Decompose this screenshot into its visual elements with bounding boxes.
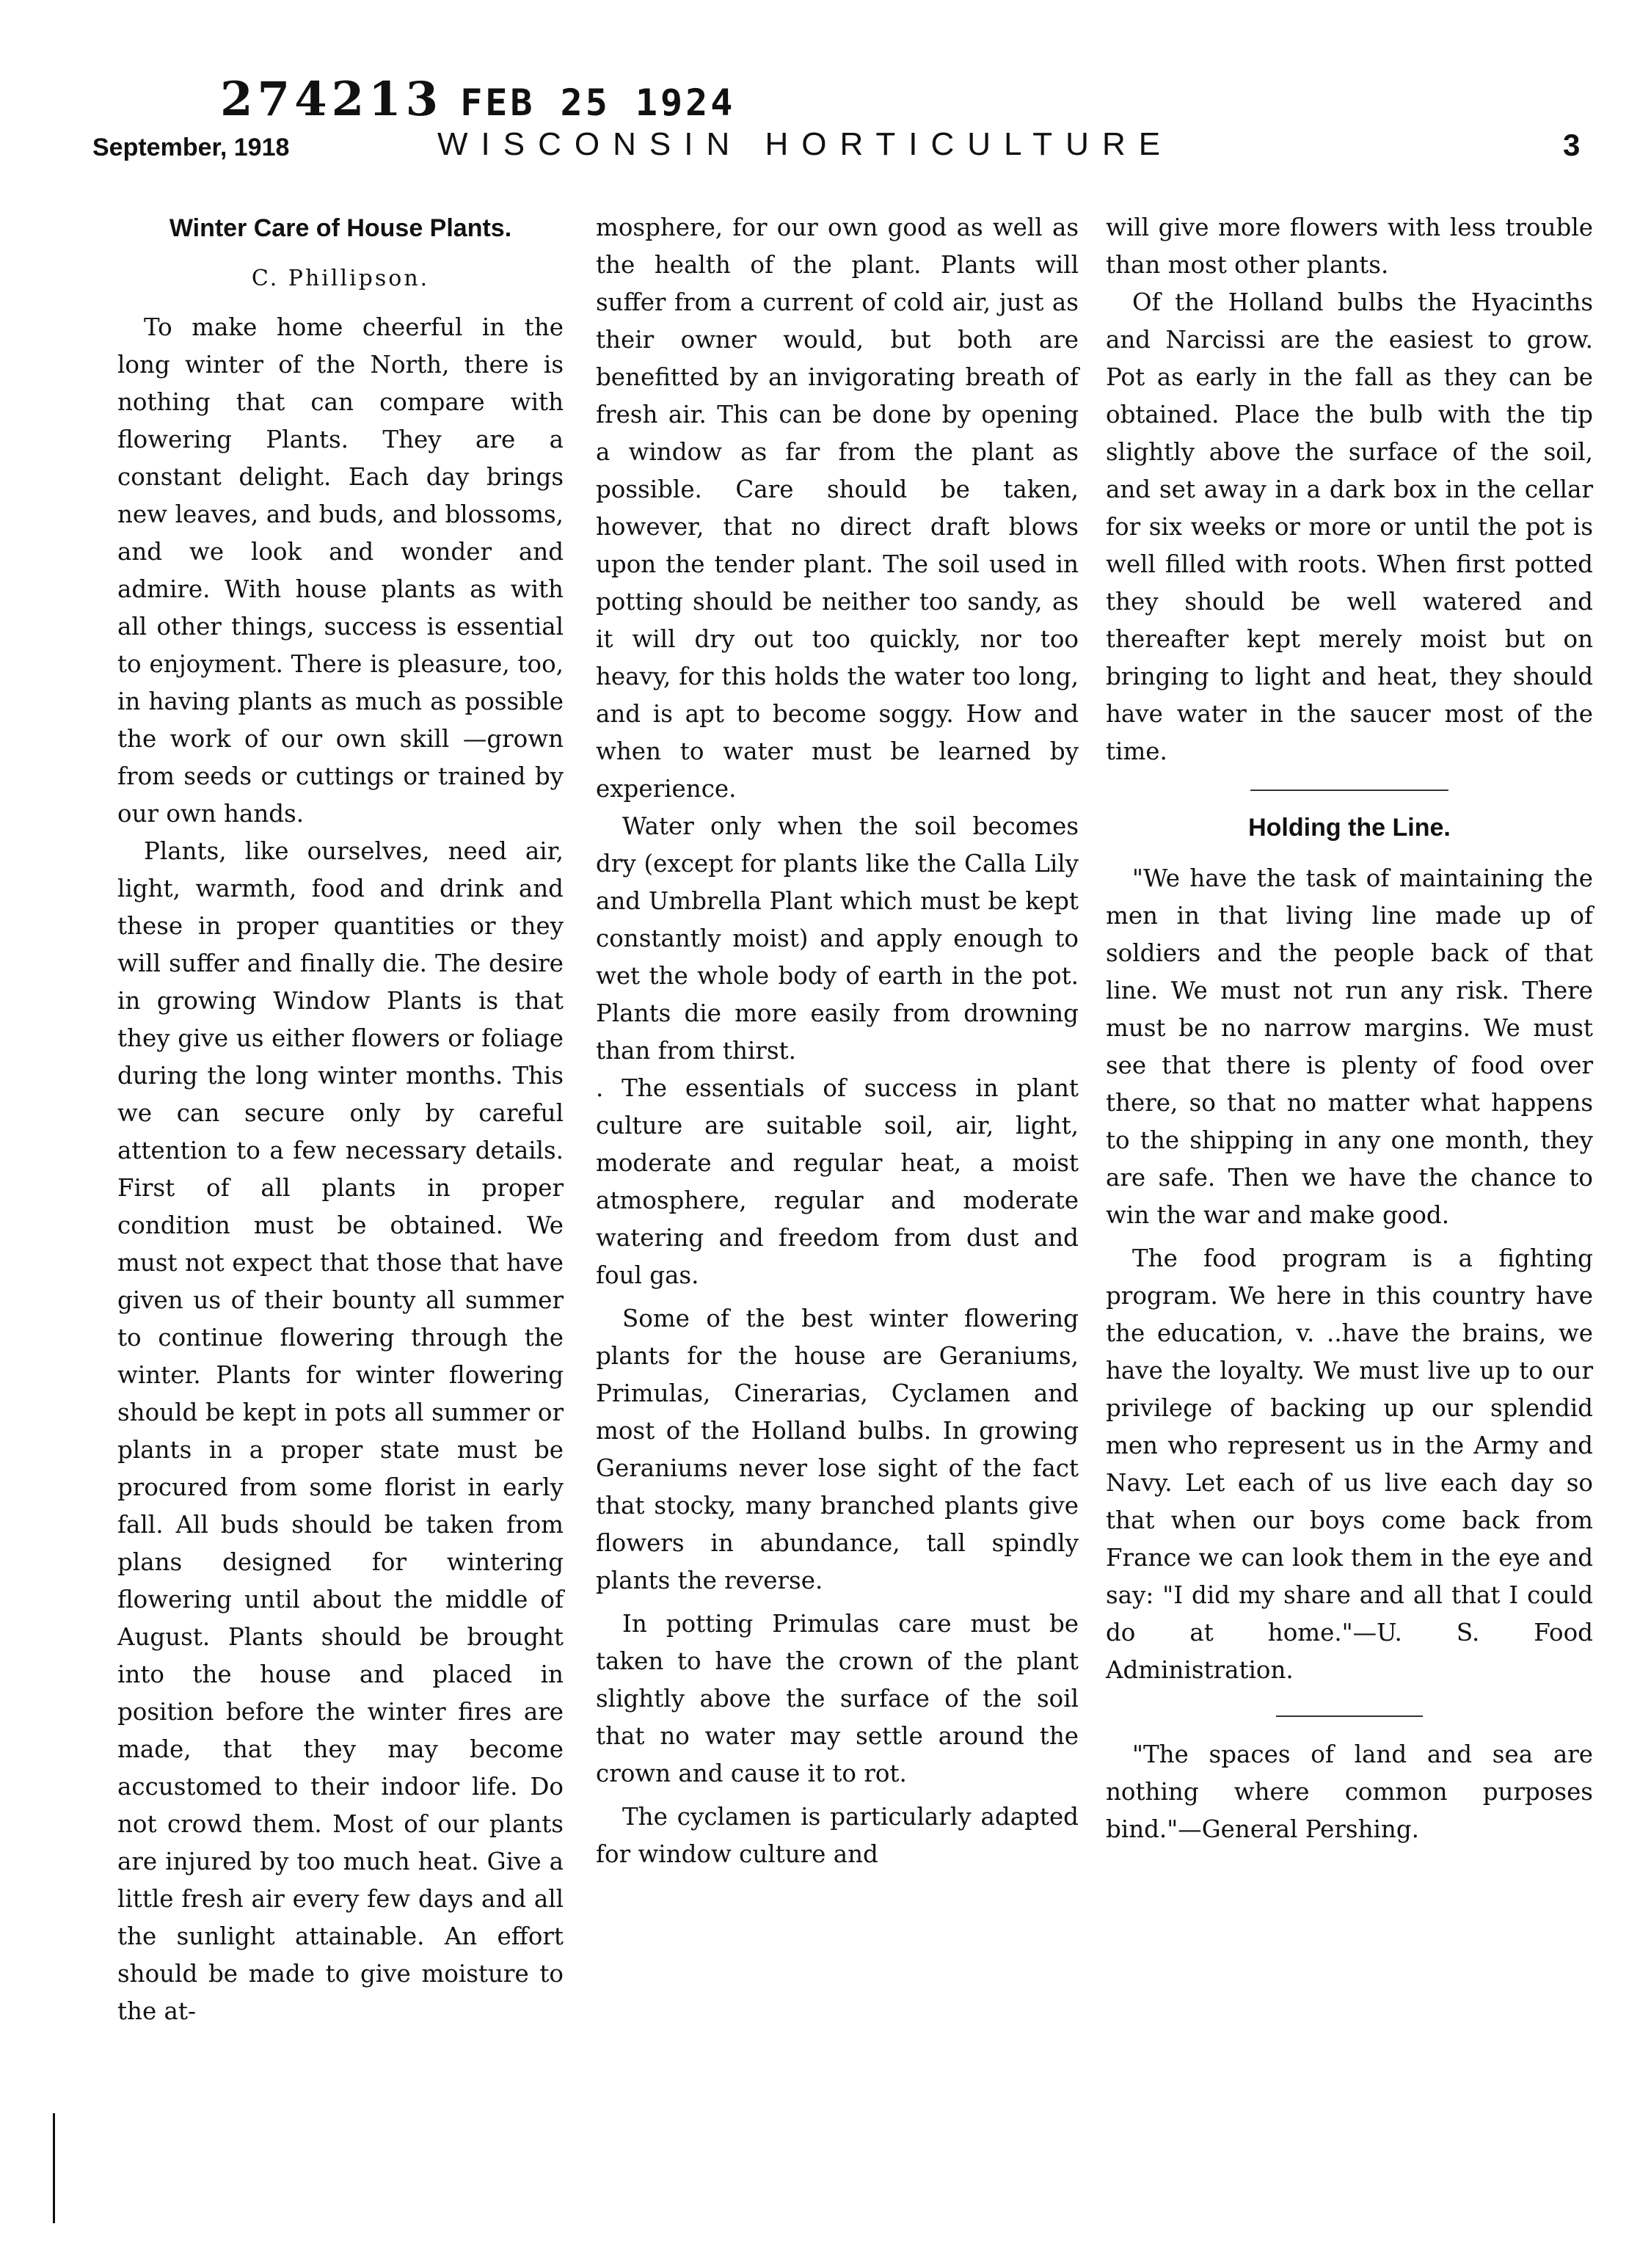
- column-3: [1106, 209, 1593, 1848]
- paragraph: . The essentials of success in plant culture are suitable soil, air, light, moderate and regular heat, a moist atmosphere, regular and moderate watering and freedom from dust and foul gas.: [596, 1074, 1079, 1289]
- divider: [1276, 1715, 1423, 1717]
- paragraph: Some of the best winter flowering plants for the house are Geraniums, Primulas, Cinerarias, Cyclamen and most of the Holland bulbs. In growing Geraniums never lose sight of the fact that stocky, many branched plants give flowers in abundance, tall spindly plants the reverse.: [596, 1305, 1079, 1594]
- article-title: Winter Care of House Plants.: [169, 214, 512, 242]
- paragraph: mosphere, for our own good as well as the health of the plant. Plants will suffer from a current of cold air, just as their owner would, but both are benefitted by an invigorating breath of fresh air. This can be done by opening a window as far from the plant as possible. Care should be taken, however, that no direct draft blows upon the tender plant. The soil used in potting should be neither too sandy, as it will dry out too quickly, nor too heavy, for this holds the water too long, and is apt to become soggy. How and when to water must be learned by experience.: [596, 214, 1079, 803]
- paragraph: In potting Primulas care must be taken to have the crown of the plant slightly above the surface of the soil that no water may settle around the crown and cause it to rot.: [596, 1610, 1079, 1787]
- column-2: [596, 209, 1079, 1873]
- divider: [1250, 790, 1448, 791]
- article-title: Holding the Line.: [1248, 814, 1451, 842]
- page-number: 3: [1563, 128, 1581, 162]
- article-author: C. Phillipson.: [251, 266, 430, 291]
- paragraph: The food program is a fighting program. We here in this country have the education, v. ..have the brains, we have the loyalty. We must live up to our privilege of backing up our splendid men who represent us in the Army and Navy. Let each of us live each day so that when our boys come back from France we can look them in the eye and say: "I did my share and all that I could do at home."—U. S. Food Administration.: [1106, 1244, 1593, 1684]
- paragraph: will give more flowers with less trouble than most other plants.: [1106, 214, 1593, 279]
- paragraph: Of the Holland bulbs the Hyacinths and Narcissi are the easiest to grow. Pot as early in the fall as they can be obtained. Place the bulb with the tip slightly above the surface of the soil, and set away in a dark box in the cellar for six weeks or more or until the pot is well filled with roots. When first potted they should be well watered and thereafter kept merely moist but on bringing to light and heat, they should have water in the saucer most of the time.: [1106, 288, 1593, 765]
- margin-mark: [53, 2113, 55, 2223]
- stamp-date: FEB 25 1924: [460, 81, 736, 124]
- paragraph: Plants, like ourselves, need air, light, warmth, food and drink and these in proper quantities or they will suffer and finally die. The desire in growing Window Plants is that they give us either flowers or foliage during the long winter months. This we can secure only by careful attention to a few necessary details. First of all plants in proper condition must be obtained. We must not expect that those that have given us of their bounty all summer to continue flowering through the winter. Plants for winter flowering should be kept in pots all summer or plants in a proper state must be procured from some florist in early fall. All buds should be taken from plans designed for wintering flowering until about the middle of August. Plants should be brought into the house and placed in position before the winter fires are made, that they may become accustomed to their indoor life. Do not crowd them. Most of our plants are injured by too much heat. Give a little fresh air every few days and all the sunlight attainable. An effort should be made to give moisture to the at-: [117, 837, 564, 2025]
- closing-quote: "The spaces of land and sea are nothing where common purposes bind."—General Pershing.: [1106, 1740, 1593, 1843]
- column-1: [117, 209, 564, 2030]
- paragraph: Water only when the soil becomes dry (except for plants like the Calla Lily and Umbrella Plant which must be kept constantly moist) and apply enough to wet the whole body of earth in the pot. Plants die more easily from drowning than from thirst.: [596, 812, 1079, 1065]
- paragraph: The cyclamen is particularly adapted for window culture and: [596, 1803, 1079, 1868]
- stamp-number: 274213: [220, 72, 443, 127]
- paragraph: To make home cheerful in the long winter of the North, there is nothing that can compare with flowering Plants. They are a constant delight. Each day brings new leaves, and buds, and blossoms, and we look and wonder and admire. With house plants as with all other things, success is essential to enjoyment. There is pleasure, too, in having plants as much as possible the work of our own skill —grown from seeds or cuttings or trained by our own hands.: [117, 313, 564, 828]
- accession-stamp: [220, 72, 735, 127]
- masthead: WISCONSIN HORTICULTURE: [437, 126, 1174, 162]
- issue-date: September, 1918: [92, 134, 290, 161]
- paragraph: "We have the task of maintaining the men in that living line made up of soldiers and the people back of that line. We must not run any risk. There must be no narrow margins. We must see that there is plenty of food over there, so that no matter what happens to the shipping in any one month, they are safe. Then we have the chance to win the war and make good.: [1106, 864, 1593, 1229]
